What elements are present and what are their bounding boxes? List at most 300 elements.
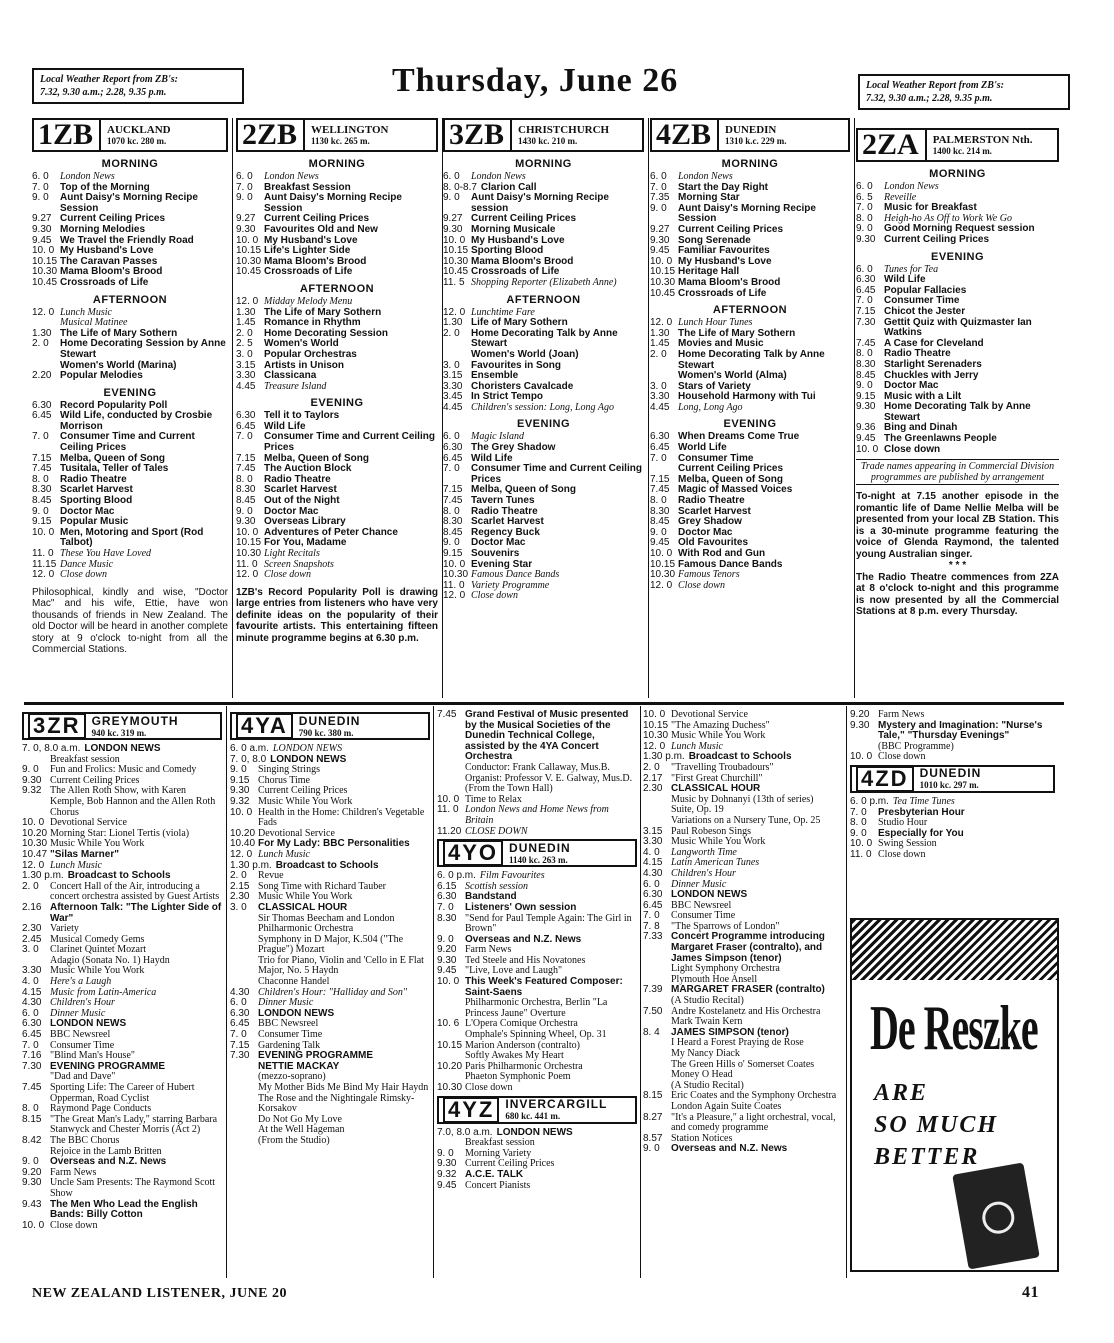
station-column-2za	[856, 128, 1059, 700]
programme-time: 9.32	[230, 795, 250, 807]
programme-time: 10.15	[650, 266, 676, 278]
programme-time: 10.30	[236, 255, 262, 267]
programme-row	[230, 744, 430, 755]
programme-time: 9.15	[230, 774, 250, 786]
programme-time: 2.17	[643, 772, 663, 784]
programme-time: 8. 0	[32, 473, 49, 485]
programme-time: 6. 0	[32, 171, 49, 182]
programme-title: Gettit Quiz with Quizmaster Ian Watkins	[884, 316, 1032, 339]
programme-title: London Again Suite Coates	[671, 1100, 782, 1112]
programme-row	[32, 549, 228, 560]
programme-time: 11. 0	[443, 579, 465, 591]
programme-title: Music While You Work	[258, 891, 353, 903]
programme-title: Clarinet Quintet Mozart	[50, 944, 147, 956]
ad-line-3: BETTER	[874, 1144, 980, 1170]
programme-title: Children's session: Long, Long Ago	[471, 401, 614, 413]
programme-time: 7. 0	[850, 806, 867, 818]
programme-time: 10. 0	[437, 976, 460, 988]
programme-title: Women's World (Marina)	[60, 359, 177, 371]
programme-title: Morning Variety	[465, 1147, 532, 1159]
programme-title: Tunes for Tea	[884, 263, 939, 275]
programme-title: Conductor: Frank Callaway, Mus.B.	[465, 761, 610, 773]
programme-row	[437, 977, 637, 998]
programme-title: Current Ceiling Prices	[264, 213, 370, 225]
programme-time: 12. 0	[22, 859, 45, 871]
programme-time: 8.30	[437, 912, 457, 924]
programme-title: Popular Orchestras	[264, 348, 357, 360]
section-divider	[24, 702, 1064, 705]
programme-title: Romance in Rhythm	[264, 317, 361, 329]
programme-row	[650, 581, 850, 592]
programme-time: 10.20	[437, 1060, 463, 1072]
programme-row	[856, 445, 1059, 456]
programme-time: 1.45	[236, 317, 256, 329]
programme-title: Consumer Time	[671, 910, 736, 922]
station-frequency: 1430 kc. 210 m.	[518, 136, 578, 146]
programme-time: 7.30	[22, 1060, 42, 1072]
programme-row	[22, 882, 222, 903]
section-heading: EVENING	[310, 397, 364, 410]
programme-title: Midday Melody Menu	[264, 295, 353, 307]
programme-time: 12. 0	[32, 306, 55, 318]
programme-title: Music While You Work	[671, 730, 766, 742]
programme-time: 10.30	[437, 1082, 463, 1093]
programme-title: Tavern Tunes	[471, 495, 535, 507]
programme-row	[437, 998, 637, 1019]
programme-time: 9.30	[22, 774, 42, 786]
programme-title: Magic Island	[471, 431, 525, 443]
programme-title: Ted Steele and His Novatones	[465, 954, 586, 966]
programme-title: Morning Melodies	[60, 223, 145, 235]
programme-title: Close down	[884, 443, 941, 455]
programme-title: Adventures of Peter Chance	[264, 526, 398, 538]
programme-title: London News	[264, 171, 319, 182]
programme-row	[437, 1170, 637, 1181]
programme-time: 9.30	[437, 1158, 457, 1170]
programme-title: Popular Melodies	[60, 370, 143, 382]
programme-title: Magic of Massed Voices	[678, 484, 793, 496]
station-call-sign: 4YA	[236, 713, 293, 739]
programme-title: Do Not Go My Love	[258, 1113, 342, 1125]
programme-title: With Rod and Gun	[678, 548, 766, 559]
programme-title: Studio Hour	[878, 817, 928, 829]
programme-time: 3.15	[236, 359, 256, 371]
programme-time: 9.27	[32, 213, 52, 225]
programme-title: Variety Programme	[471, 579, 550, 591]
programme-time: 6.15	[437, 880, 457, 892]
programme-time: 6.30	[856, 274, 876, 286]
programme-time: 9.45	[437, 965, 457, 977]
programme-title: Old Favourites	[678, 537, 749, 549]
programme-title: Scarlet Harvest	[264, 484, 337, 496]
programme-title: Consumer Time and Current Ceiling Prices	[264, 431, 435, 454]
programme-title: Grand Festival of Music presented by the Musical Societies of the Dunedin Technical College, assisted by the 4YA Concert Orchestra	[465, 710, 629, 763]
station-meta	[920, 767, 982, 790]
column-rule	[854, 118, 855, 698]
programme-title: Clarion Call	[480, 181, 537, 193]
programme-time: 9.45	[32, 234, 52, 246]
programme-title: LONDON NEWS	[496, 1126, 573, 1138]
programme-row	[850, 710, 1055, 721]
programme-title: Home Decorating Session	[264, 327, 388, 339]
programme-title: Popular Fallacies	[884, 284, 967, 296]
programme-time: 9. 0	[850, 827, 867, 839]
programme-time: 2.20	[32, 370, 52, 382]
programme-title: My Husband's Love	[264, 234, 358, 246]
programme-title: Dinner Music	[258, 997, 314, 1009]
programme-row	[32, 172, 228, 183]
programme-title: Song Serenade	[678, 234, 751, 246]
programme-title: Heigh-ho As Off to Work We Go	[884, 212, 1012, 224]
programme-time: 7. 0	[650, 181, 667, 193]
programme-title: Musical Comedy Gems	[50, 933, 145, 945]
programme-title: Bing and Dinah	[884, 422, 958, 434]
programme-time: 9.30	[856, 233, 876, 245]
programme-time: 6.45	[236, 420, 256, 432]
programme-title: The Life of Mary Sothern	[264, 306, 382, 318]
programme-time: 6.30	[236, 410, 256, 422]
section-heading: MORNING	[515, 158, 572, 170]
programme-title: Current Ceiling Prices	[258, 785, 348, 797]
programme-time: 11.20	[437, 825, 462, 837]
programme-time: 3.30	[650, 391, 670, 403]
programme-row	[230, 914, 430, 935]
programme-row	[650, 350, 850, 371]
programme-time: 8. 4	[643, 1026, 660, 1038]
programme-time: 7. 0	[856, 202, 873, 214]
programme-time: 9. 0	[32, 505, 49, 517]
section-heading: AFTERNOON	[712, 304, 788, 317]
programme-time: 11. 0	[437, 804, 459, 816]
column-rule	[648, 118, 649, 698]
programme-time: 10.15	[650, 558, 676, 570]
programme-row	[443, 278, 644, 289]
programme-title: Fun and Frolics: Music and Comedy	[50, 764, 197, 776]
programme-time: 1.30	[650, 327, 670, 339]
programme-title: Lunchtime Fare	[471, 306, 535, 318]
programme-title: Singing Strings	[258, 764, 320, 776]
programme-time: 10.15	[437, 1039, 463, 1051]
programme-time: 7.30	[230, 1050, 250, 1062]
programme-row	[230, 1094, 430, 1115]
note-separator: * * *	[948, 560, 967, 572]
programme-title: Aunt Daisy's Morning Recipe session	[471, 192, 609, 214]
ad-brand: De Reszke	[870, 991, 1038, 1064]
programme-time: 7. 0	[236, 431, 253, 443]
programme-time: 7.0, 8.0 a.m.	[437, 1126, 493, 1138]
programme-title: Tell it to Taylors	[264, 410, 340, 422]
programme-title: Lunch Music	[671, 740, 723, 752]
programme-title: Phaeton Symphonic Poem	[465, 1071, 571, 1083]
programme-title: Swing Session	[878, 838, 937, 850]
programme-title: Current Ceiling Prices	[471, 213, 577, 225]
programme-row	[850, 850, 1055, 861]
programme-title: Women's World	[264, 338, 339, 350]
programme-title: "Dad and Dave"	[50, 1071, 116, 1083]
programme-title: (From the Studio)	[258, 1134, 330, 1146]
programme-row	[22, 786, 222, 818]
station-frequency: 1310 k.c. 229 m.	[725, 136, 787, 146]
programme-row	[437, 914, 637, 935]
programme-time: 12. 0	[650, 317, 673, 329]
programme-time: 6.45	[650, 442, 670, 454]
programme-time: 8. 0	[850, 817, 867, 829]
programme-title: (BBC Programme)	[878, 740, 954, 752]
programme-row	[22, 850, 222, 861]
programme-time: 4.45	[443, 401, 463, 413]
station-header	[437, 839, 637, 867]
programme-title: EVENING PROGRAMME	[258, 1050, 374, 1062]
programme-title: "Silas Marner"	[50, 848, 119, 860]
programme-time: 9.30	[443, 223, 463, 235]
programme-time: 4.15	[643, 857, 663, 869]
footer-page-number: 41	[1022, 1284, 1039, 1301]
programme-title: Mama Bloom's Brood	[264, 255, 367, 267]
programme-title: The Green Hills o' Somerset Coates	[671, 1058, 815, 1070]
station-call-sign: 2ZB	[242, 120, 305, 150]
programme-row	[236, 549, 438, 560]
programme-title: Here's a Laugh	[50, 976, 112, 988]
programme-time: 8. 0	[856, 212, 873, 224]
station-city: DUNEDIN	[509, 840, 571, 855]
programme-title: Household Harmony with Tui	[678, 391, 816, 403]
programme-title: Andre Kostelanetz and His Orchestra	[671, 1005, 821, 1017]
programme-title: Women's World (Alma)	[678, 370, 787, 382]
programme-time: 9.30	[236, 223, 256, 235]
programme-row	[650, 549, 850, 560]
programme-time: 9.45	[650, 245, 670, 257]
programme-title: BBC Newsreel	[671, 899, 732, 911]
programme-time: 1.45	[650, 338, 670, 350]
programme-row	[22, 1136, 222, 1147]
programme-row	[643, 710, 843, 721]
programme-title: "It's a Pleasure," a light orchestral, vocal, and comedy programme	[671, 1111, 836, 1134]
programme-time: 6. 0 p.m.	[437, 870, 476, 882]
programme-time: 11. 0	[850, 848, 872, 860]
programme-time: 6.30	[650, 431, 670, 443]
programme-title: Crossroads of Life	[678, 287, 767, 299]
programme-time	[643, 795, 671, 806]
programme-title: Radio Theatre	[884, 348, 951, 360]
programme-time: 11. 0	[236, 558, 258, 570]
programme-row	[236, 225, 438, 236]
programme-time: 9.36	[856, 422, 876, 434]
programme-title: Choristers Cavalcade	[471, 380, 574, 392]
programme-time: 6.30	[22, 1018, 42, 1030]
programme-title: Wild Life	[471, 452, 513, 464]
programme-time	[230, 1125, 258, 1136]
programme-title: Variations on a Nursery Tune, Op. 25	[671, 814, 821, 826]
programme-row	[443, 464, 644, 485]
station-call-sign: 1ZB	[38, 120, 101, 150]
station-frequency: 680 kc. 441 m.	[505, 1111, 561, 1122]
programme-time: 8.45	[236, 495, 256, 507]
programme-row	[22, 1221, 222, 1232]
programme-title: Marion Anderson (contralto)	[465, 1039, 580, 1051]
programme-time: 10. 0	[32, 526, 55, 538]
programme-time: 4. 0	[643, 846, 660, 858]
station-header	[236, 118, 438, 152]
programme-title: London News	[884, 181, 939, 192]
station-header	[230, 712, 430, 740]
programme-time: 9. 0	[22, 764, 39, 776]
programme-time: 11. 0	[32, 548, 54, 559]
programme-title: These You Have Loved	[60, 548, 152, 559]
programme-title: Sir Thomas Beecham and London Philharmonic Orchestra	[258, 912, 395, 935]
programme-time: 4.45	[650, 401, 670, 413]
programme-row	[443, 350, 644, 361]
programme-title: Famous Dance Bands	[678, 558, 783, 570]
programme-time: 2. 0	[230, 870, 247, 882]
programme-title: LONDON NEWS	[272, 743, 343, 754]
station-column-1zb	[32, 118, 228, 698]
programme-title: Mystery and Imagination: "Nurse's Tale," "Thursday Evenings"	[878, 719, 1043, 742]
programme-time: 1.30	[32, 327, 52, 339]
programme-title: Scottish session	[465, 880, 529, 892]
programme-row	[230, 1136, 430, 1147]
programme-title: Raymond Page Conducts	[50, 1103, 152, 1115]
programme-title: Grey Shadow	[678, 516, 742, 528]
programme-title: Langworth Time	[671, 846, 737, 858]
programme-time: 8.30	[236, 484, 256, 496]
programme-time: 9.32	[22, 785, 42, 797]
programme-title: The BBC Chorus	[50, 1134, 120, 1146]
station-frequency: 1070 kc. 280 m.	[107, 136, 167, 146]
programme-time: 4.30	[22, 997, 42, 1009]
programme-time: 10. 0	[236, 526, 259, 538]
programme-time: 10.15	[236, 245, 262, 257]
programme-time: 10. 0	[22, 817, 45, 829]
programme-title: (A Studio Recital)	[671, 1079, 744, 1091]
programme-title: Current Ceiling Prices	[465, 1158, 555, 1170]
programme-title: Afternoon Talk: "The Lighter Side of War"	[50, 901, 222, 924]
station-column-3zb	[443, 118, 644, 698]
programme-row	[230, 1083, 430, 1094]
programme-time: 7. 8	[643, 920, 660, 932]
station-call-sign: 4YO	[443, 840, 503, 866]
programme-row	[850, 797, 1055, 808]
programme-title: Lunch Music	[60, 306, 112, 318]
programme-time	[230, 956, 258, 977]
programme-row	[850, 721, 1055, 742]
programme-title: Devotional Service	[258, 827, 335, 839]
programme-title: Scarlet Harvest	[678, 505, 751, 517]
programme-title: Adagio (Sonata No. 1) Haydn	[50, 954, 170, 966]
programme-time: 8.30	[650, 505, 670, 517]
programme-time: 9.15	[443, 548, 463, 559]
programme-title: (From the Town Hall)	[465, 783, 553, 795]
programme-time: 9.30	[856, 401, 876, 413]
programme-time: 10. 0	[32, 245, 55, 257]
programme-title: Regency Buck	[471, 526, 540, 538]
programme-title: Stars of Variety	[678, 380, 751, 392]
programme-time: 10.15	[32, 255, 58, 267]
programme-time: 8.42	[22, 1134, 42, 1146]
programme-time: 1.30	[236, 306, 256, 318]
column-rule	[226, 706, 227, 1278]
column-4zd	[850, 710, 1055, 910]
programme-title: Music from Latin-America	[50, 986, 157, 998]
programme-title: BBC Newsreel	[50, 1029, 111, 1041]
programme-title: London News and Home News from Britain	[465, 804, 609, 826]
programme-time: 6. 0 p.m.	[850, 795, 889, 807]
programme-title: Tea Time Tunes	[892, 795, 955, 807]
programme-title: Mama Bloom's Brood	[471, 255, 574, 267]
station-frequency: 940 kc. 319 m.	[91, 727, 147, 738]
programme-title: My Nancy Diack	[671, 1048, 740, 1059]
programme-time	[643, 1060, 671, 1071]
station-column-2zb	[236, 118, 438, 698]
station-frequency: 1010 kc. 297 m.	[919, 780, 979, 791]
programme-time: 9.45	[437, 1179, 457, 1191]
programme-time: 9. 0	[650, 202, 667, 214]
programme-time: 9. 0	[643, 1143, 660, 1155]
programme-title: Famous Dance Bands	[471, 569, 560, 581]
programme-title: London News	[471, 171, 526, 182]
programme-time: 3.30	[643, 836, 663, 848]
programme-time: 11.15	[32, 558, 57, 570]
programme-row	[230, 935, 430, 956]
programme-title: Close down	[678, 579, 725, 591]
programme-title: London News	[678, 171, 733, 182]
station-header	[443, 118, 644, 152]
programme-row	[443, 329, 644, 350]
programme-row	[236, 382, 438, 393]
programme-title: For You, Madame	[264, 537, 347, 549]
programme-time	[437, 774, 465, 785]
programme-time: 8.45	[32, 495, 52, 507]
programme-title: Famous Tenors	[678, 569, 740, 581]
programme-title: Sporting Blood	[60, 495, 133, 507]
programme-title: Concert Programme introducing Margaret Fraser (contralto), and James Simpson (tenor)	[671, 931, 825, 964]
programme-time: 2. 0	[443, 327, 460, 339]
programme-title: The Rose and the Nightingale Rimsky-Korsakov	[258, 1092, 415, 1115]
programme-title: Listeners' Own session	[465, 901, 577, 913]
programme-time: 8.45	[650, 516, 670, 528]
column-4ya-cont	[643, 710, 843, 1280]
station-header	[856, 128, 1059, 162]
programme-time	[643, 805, 671, 816]
programme-time	[437, 763, 465, 774]
programme-row	[650, 204, 850, 225]
programme-time: 10. 0	[230, 806, 253, 818]
section-heading: AFTERNOON	[506, 293, 581, 306]
programme-time: 8.27	[643, 1111, 663, 1123]
programme-time: 6. 0	[230, 997, 247, 1009]
programme-time: 8.30	[443, 516, 463, 528]
programme-row	[236, 193, 438, 214]
programme-time: 7.45	[437, 710, 457, 720]
station-city: WELLINGTON	[311, 124, 389, 136]
programme-title: LONDON NEWS	[270, 753, 347, 765]
programme-title: "Send for Paul Temple Again: The Girl in Brown"	[465, 912, 632, 935]
programme-time: 12. 0	[236, 569, 259, 581]
programme-row	[643, 1102, 843, 1113]
programme-time: 7. 0	[32, 431, 49, 443]
programme-title: Close down	[878, 751, 926, 763]
programme-row	[236, 267, 438, 278]
programme-time: 3. 0	[230, 901, 247, 913]
programme-time: 9.27	[650, 223, 670, 235]
programme-time: 9. 0	[650, 526, 667, 538]
programme-title: Music While You Work	[50, 965, 145, 977]
programme-time: 2. 0	[236, 327, 253, 339]
programme-time: 2.30	[230, 891, 250, 903]
station-header	[32, 118, 228, 152]
programme-title: Scarlet Harvest	[60, 484, 133, 496]
programme-title: LONDON NEWS	[258, 1007, 335, 1019]
programme-row	[230, 903, 430, 914]
